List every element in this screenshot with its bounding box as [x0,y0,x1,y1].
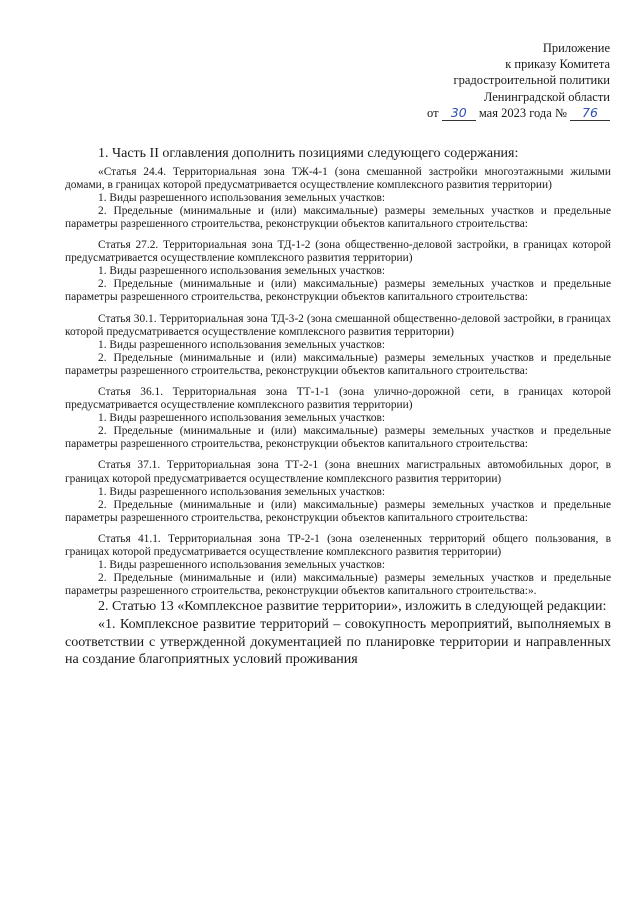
article-title: Статья 27.2. Территориальная зона ТД-1-2 (зона общественно-деловой застройки, в границах которой предусматривается осуществление комплексного развития территории) [65,239,611,265]
date-prefix: от [427,105,439,120]
article-title: Статья 41.1. Территориальная зона ТР-2-1 (зона озелененных территорий общего пользования, в границах которой предусматривается осуществление комплексного развития территории) [65,532,611,559]
article-41-1 [65,533,611,598]
article-title: «Статья 24.4. Территориальная зона ТЖ-4-1 (зона смешанной застройки многоэтажными жилыми домами, в границах которой предусматривается осуществление комплексного развития территории) [65,165,611,191]
article-sub-2: 2. Предельные (минимальные и (или) максимальные) размеры земельных участков и предельные параметры разрешенного строительства, реконструкции объектов капитального строительства: [65,498,611,524]
article-sub-2: 2. Предельные (минимальные и (или) максимальные) размеры земельных участков и предельные параметры разрешенного строительства, реконструкции объектов капитального строительства: [65,204,611,230]
article-sub-1: 1. Виды разрешенного использования земельных участков: [98,191,386,204]
article-30-1 [65,313,611,378]
header-line-region: Ленинградской области [483,89,610,104]
article-sub-1: 1. Виды разрешенного использования земельных участков: [98,338,386,351]
article-37-1 [65,459,611,524]
article-title: Статья 36.1. Территориальная зона ТТ-1-1 (зона улично-дорожной сети, в границах которой предусматривается осуществление комплексного развития территории) [65,386,611,412]
article-title: Статья 37.1. Территориальная зона ТТ-2-1 (зона внешних магистральных автомобильных дорог, в границах которой предусматривается осуществление комплексного развития территории) [65,459,611,485]
handwritten-order-number: 76 [570,106,610,121]
article-sub-1: 1. Виды разрешенного использования земельных участков: [98,412,386,425]
header-line-committee: градостроительной политики [453,73,610,88]
article-sub-2: 2. Предельные (минимальные и (или) максимальные) размеры земельных участков и предельные параметры разрешенного строительства, реконструкции объектов капитального строительства:». [65,572,611,598]
article-title: Статья 30.1. Территориальная зона ТД-3-2 (зона смешанной общественно-деловой застройки, в границах которой предусматривается осуществление комплексного развития территории) [65,312,611,338]
article-24-4 [65,166,611,231]
item-2-heading: 2. Статью 13 «Комплексное развитие территории», изложить в следующей редакции: [98,599,607,615]
article-sub-2: 2. Предельные (минимальные и (или) максимальные) размеры земельных участков и предельные параметры разрешенного строительства, реконструкции объектов капитального строительства: [65,351,611,377]
item-1-heading: 1. Часть II оглавления дополнить позициями следующего содержания: [98,146,519,161]
header-date-line [427,105,610,121]
handwritten-day: 30 [442,106,476,121]
item-2-text: «1. Комплексное развитие территорий – совокупность мероприятий, выполняемых в соответствии с утвержденной документацией по планировке территории и направленных на создание благоприятных условий проживания [65,617,611,668]
appendix-header [427,40,610,121]
article-sub-2: 2. Предельные (минимальные и (или) максимальные) размеры земельных участков и предельные параметры разрешенного строительства, реконструкции объектов капитального строительства: [65,278,611,304]
article-27-2 [65,239,611,304]
article-sub-1: 1. Виды разрешенного использования земельных участков: [98,559,386,572]
article-36-1 [65,386,611,451]
article-sub-1: 1. Виды разрешенного использования земельных участков: [98,485,386,498]
date-middle: мая 2023 года № [478,105,567,120]
header-line-appendix: Приложение [542,41,610,55]
document-body [65,145,611,669]
article-sub-1: 1. Виды разрешенного использования земельных участков: [98,265,386,278]
header-line-order: к приказу Комитета [505,57,610,72]
article-sub-2: 2. Предельные (минимальные и (или) максимальные) размеры земельных участков и предельные параметры разрешенного строительства, реконструкции объектов капитального строительства: [65,425,611,451]
